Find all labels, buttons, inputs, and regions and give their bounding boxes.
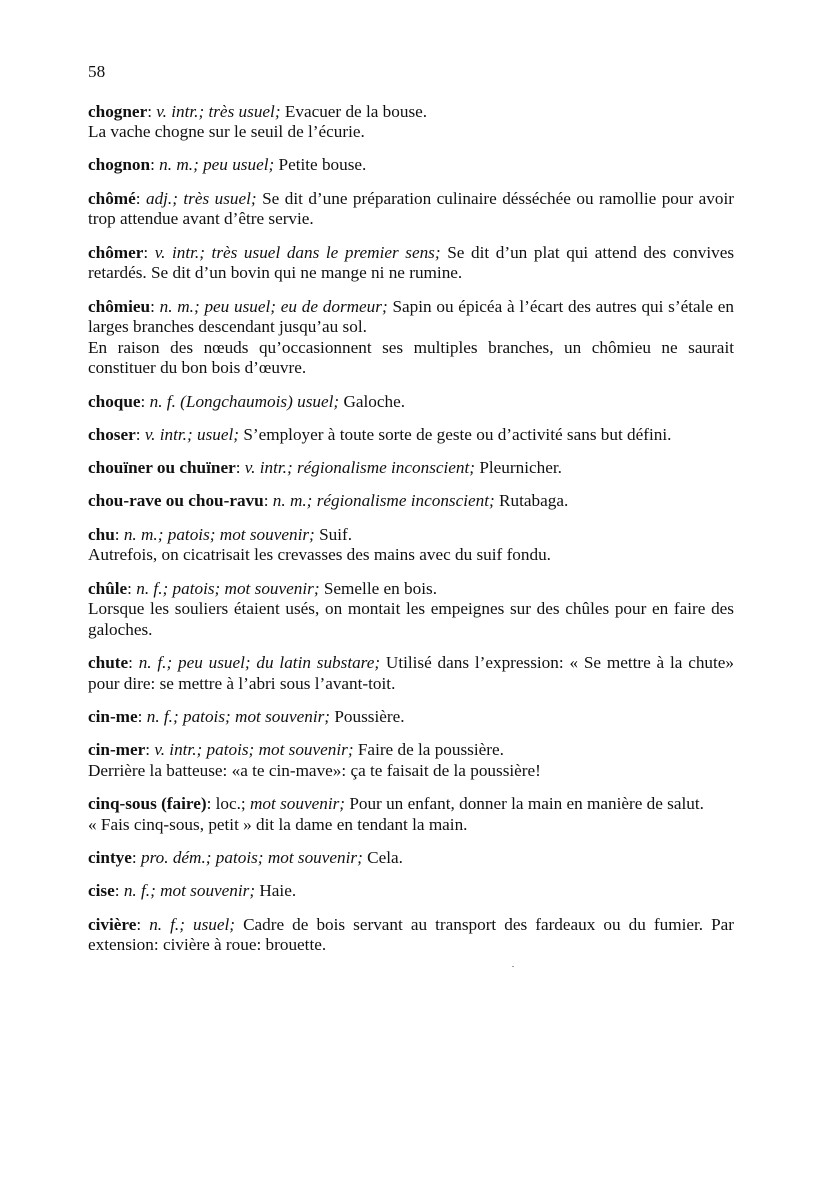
entry-definition: Se dit d’un plat qui attend des convives retardés. Se dit d’un bovin qui ne mange ni ne rumine. — [88, 242, 735, 283]
entry-separator: : — [137, 706, 147, 726]
entry-headword: chogner — [88, 101, 148, 121]
entry-continuation-line — [88, 338, 734, 379]
entry-separator: : — [114, 524, 124, 544]
entry-first-line — [88, 243, 734, 284]
entry-separator: : — [150, 296, 160, 316]
entry-headword: chognon — [88, 155, 151, 175]
entry-definition: Utilisé dans l’expression: « Se mettre à la chute» pour dire: se mettre à l’abri sous l’avant-toit. — [88, 653, 735, 693]
entry-definition: Sapin ou épicéa à l’écart des autres qui s’étale en larges branches descendant jusqu’au sol. — [88, 296, 735, 337]
dictionary-entry — [88, 653, 734, 694]
entry-first-line — [88, 915, 734, 956]
entry-separator: : — [140, 391, 150, 411]
entry-definition: Pour un enfant, donner la main en manière de salut. — [349, 794, 704, 814]
dictionary-entry — [88, 425, 734, 446]
entry-grammar: n. m.; peu usuel; eu de dormeur; — [159, 296, 388, 316]
entry-continuation-line — [88, 545, 734, 566]
entry-separator: : — [128, 653, 139, 673]
entry-grammar: v. intr.; très usuel dans le premier sens; — [154, 242, 441, 262]
entry-separator: : — [136, 914, 150, 934]
entry-definition: La vache chogne sur le seuil de l’écurie. — [88, 122, 365, 142]
dictionary-entry — [88, 707, 734, 728]
entry-separator: : — [114, 881, 124, 901]
entry-separator: : — [147, 101, 157, 121]
page-number: 58 — [88, 62, 106, 81]
entry-definition: Poussière. — [334, 706, 405, 726]
dictionary-entry — [88, 740, 734, 781]
dictionary-entry — [88, 102, 734, 143]
entry-headword: chou-rave ou chou-ravu — [88, 491, 264, 511]
entry-grammar: n. m.; régionalisme inconscient; — [272, 491, 495, 511]
entry-first-line — [88, 848, 734, 869]
entry-list — [88, 102, 734, 956]
entry-first-line — [88, 189, 734, 230]
entry-separator: : — [135, 424, 145, 444]
entry-separator: : — [263, 491, 273, 511]
entry-first-line — [88, 458, 734, 479]
entry-grammar: n. f.; peu usuel; du latin substare; — [138, 653, 381, 673]
dictionary-entry — [88, 579, 734, 641]
entry-first-line — [88, 297, 734, 338]
dictionary-entry — [88, 794, 734, 835]
entry-first-line — [88, 881, 734, 902]
entry-headword: chu — [88, 524, 115, 544]
entry-grammar: adj.; très usuel; — [145, 188, 257, 208]
entry-definition: En raison des nœuds qu’occasionnent ses multiples branches, un chômieu ne saurait constituer du bon bois d’œuvre. — [88, 337, 734, 378]
entry-separator: : — [150, 155, 160, 175]
entry-continuation-line — [88, 761, 734, 782]
entry-headword: chômé — [88, 188, 136, 208]
entry-grammar: n. m.; peu usuel; — [159, 155, 275, 175]
entry-grammar: pro. dém.; patois; mot souvenir; — [141, 847, 363, 867]
entry-grammar: v. intr.; usuel; — [144, 424, 240, 444]
entry-first-line — [88, 425, 734, 446]
dictionary-entry — [88, 915, 734, 956]
entry-definition: Suif. — [319, 524, 353, 544]
entry-headword: chômer — [88, 242, 144, 262]
dictionary-entry — [88, 491, 734, 512]
dictionary-entry — [88, 848, 734, 869]
entry-separator: : — [135, 188, 146, 208]
entry-first-line — [88, 794, 734, 815]
entry-first-line — [88, 525, 734, 546]
dictionary-page — [88, 62, 734, 968]
entry-headword: chômieu — [88, 296, 151, 316]
entry-definition: Pleurnicher. — [479, 458, 562, 478]
entry-headword: cin-me — [88, 706, 138, 726]
dictionary-entry — [88, 243, 734, 284]
entry-first-line — [88, 102, 734, 123]
dictionary-entry — [88, 458, 734, 479]
dictionary-entry — [88, 881, 734, 902]
entry-grammar: n. f. (Longchaumois) usuel; — [149, 391, 340, 411]
entry-headword: cin-mer — [88, 740, 146, 760]
entry-first-line — [88, 491, 734, 512]
entry-first-line — [88, 155, 734, 176]
entry-separator: : loc.; — [206, 794, 251, 814]
entry-grammar: n. f.; mot souvenir; — [123, 881, 256, 901]
entry-first-line — [88, 740, 734, 761]
entry-definition: Semelle en bois. — [323, 578, 437, 598]
entry-separator: : — [235, 458, 245, 478]
entry-definition: Evacuer de la bouse. — [284, 101, 428, 121]
entry-grammar: v. intr.; très usuel; — [156, 101, 281, 121]
entry-headword: choque — [88, 391, 141, 411]
entry-definition: « Fais cinq-sous, petit » dit la dame en tendant la main. — [88, 814, 468, 834]
entry-grammar: n. f.; usuel; — [149, 914, 236, 934]
entry-first-line — [88, 653, 734, 694]
entry-headword: cintye — [88, 847, 132, 867]
entry-first-line — [88, 392, 734, 413]
entry-definition: Haie. — [259, 881, 297, 901]
entry-continuation-line — [88, 815, 734, 836]
entry-definition: Cadre de bois servant au transport des fardeaux ou du fumier. Par extension: civière à roue: brouette. — [88, 914, 735, 955]
entry-grammar: n. f.; patois; mot souvenir; — [136, 578, 320, 598]
entry-headword: chute — [88, 653, 129, 673]
entry-headword: chûle — [88, 578, 128, 598]
dictionary-entry — [88, 297, 734, 379]
entry-definition: Derrière la batteuse: «a te cin-mave»: ça te faisait de la poussière! — [88, 760, 541, 780]
entry-headword: civière — [88, 914, 137, 934]
entry-continuation-line — [88, 122, 734, 143]
entry-definition: Galoche. — [343, 391, 405, 411]
entry-headword: cise — [88, 881, 115, 901]
entry-definition: Cela. — [367, 847, 403, 867]
entry-separator: : — [127, 578, 137, 598]
entry-first-line — [88, 579, 734, 600]
print-speck — [512, 966, 514, 967]
entry-definition: Lorsque les souliers étaient usés, on montait les empeignes sur des chûles pour en faire des galoches. — [88, 599, 734, 639]
entry-definition: Petite bouse. — [278, 155, 367, 175]
entry-separator: : — [143, 242, 155, 262]
entry-grammar: mot souvenir; — [250, 794, 346, 814]
entry-definition: Se dit d’une préparation culinaire désséchée ou ramollie pour avoir trop attendue avant d’être servie. — [88, 188, 734, 229]
entry-definition: Rutabaga. — [499, 491, 569, 511]
entry-grammar: v. intr.; patois; mot souvenir; — [154, 740, 354, 760]
entry-headword: choser — [88, 424, 136, 444]
entry-first-line — [88, 707, 734, 728]
dictionary-entry — [88, 189, 734, 230]
entry-headword: chouïner ou chuïner — [88, 458, 236, 478]
entry-definition: Faire de la poussière. — [357, 740, 504, 760]
dictionary-entry — [88, 392, 734, 413]
entry-grammar: n. f.; patois; mot souvenir; — [146, 706, 331, 726]
entry-definition: Autrefois, on cicatrisait les crevasses des mains avec du suif fondu. — [88, 545, 551, 565]
dictionary-entry — [88, 155, 734, 176]
entry-separator: : — [131, 847, 141, 867]
entry-headword: cinq-sous (faire) — [88, 794, 207, 814]
entry-grammar: n. m.; patois; mot souvenir; — [123, 524, 315, 544]
entry-definition: S’employer à toute sorte de geste ou d’activité sans but défini. — [243, 424, 672, 444]
entry-continuation-line — [88, 599, 734, 640]
dictionary-entry — [88, 525, 734, 566]
entry-grammar: v. intr.; régionalisme inconscient; — [244, 458, 476, 478]
entry-separator: : — [145, 740, 155, 760]
